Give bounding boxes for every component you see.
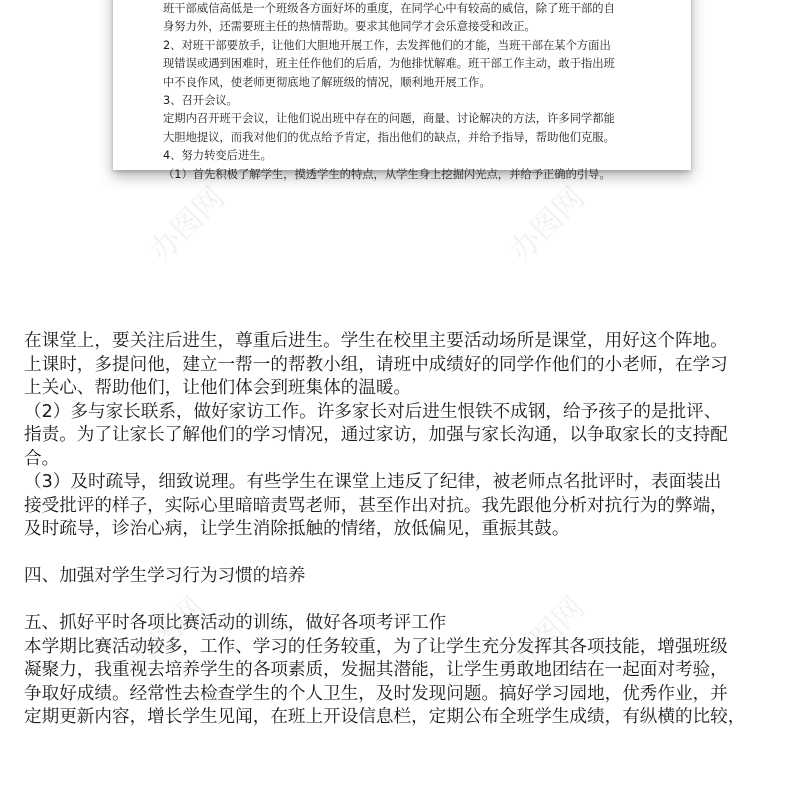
paragraph-line: 定期更新内容，增长学生见闻，在班上开设信息栏，定期公布全班学生成绩，有纵横的比较， — [24, 707, 746, 727]
doc-image-line: 定期内召开班干会议，让他们说出班中存在的问题，商量、讨论解决的方法，许多同学都能 — [163, 112, 615, 126]
watermark: 办图网 — [503, 180, 592, 269]
paragraph-line: 凝聚力，我重视去培养学生的各项素质，发掘其潜能，让学生勇敢地团结在一起面对考验， — [24, 660, 728, 680]
spacer — [24, 542, 784, 566]
paragraph-line: 本学期比赛活动较多，工作、学习的任务较重，为了让学生充分发挥其各项技能，增强班级 — [24, 636, 728, 657]
doc-image-line: （1）首先积极了解学生，摸透学生的特点，从学生身上挖掘闪光点，并给予正确的引导。 — [163, 167, 611, 181]
doc-image-line: 大胆地提议，而我对他们的优点给予肯定，指出他们的缺点，并给予指导，帮助他们克服。 — [163, 130, 615, 144]
document-image — [113, 0, 691, 181]
paragraph-line: （3）及时疏导，细致说理。有些学生在课堂上违反了纪律，被老师点名批评时，表面装出 — [24, 472, 722, 492]
doc-image-line: 4、努力转变后进生。 — [163, 149, 272, 163]
document-image-text — [163, 0, 683, 184]
doc-image-line: 中不良作风，使老师更彻底地了解班级的情况，顺利地开展工作。 — [163, 75, 491, 89]
paragraph-line: 在课堂上，要关注后进生，尊重后进生。学生在校里主要活动场所是课堂，用好这个阵地。 — [24, 331, 728, 351]
paragraph-line: 上课时，多提问他，建立一帮一的帮教小组，请班中成绩好的同学作他们的小老师，在学习 — [24, 354, 728, 375]
watermark: 办图网 — [143, 180, 232, 269]
watermark: 办图网 — [123, 590, 212, 679]
doc-image-line: 2、对班干部要放手，让他们大胆地开展工作，去发挥他们的才能，当班干部在某个方面出 — [163, 38, 611, 52]
doc-image-line: 班干部威信高低是一个班级各方面好坏的重度，在同学心中有较高的威信，除了班干部的自 — [163, 2, 615, 15]
document-body — [24, 330, 784, 730]
paragraph-line: 指责。为了让家长了解他们的学习情况，通过家访，加强与家长沟通，以争取家长的支持配 — [24, 425, 728, 445]
section-heading-five: 五、抓好平时各项比赛活动的训练，做好各项考评工作 — [24, 613, 447, 633]
watermark: 办图网 — [503, 590, 592, 679]
spacer — [24, 589, 784, 613]
paragraph-line: 及时疏导，诊治心病，让学生消除抵触的情绪，放低偏见，重振其鼓。 — [24, 519, 570, 539]
paragraph-line: 合。 — [24, 448, 60, 469]
paragraph-line: 接受批评的样子，实际心里暗暗责骂老师，甚至作出对抗。我先跟他分析对抗行为的弊端， — [24, 495, 728, 516]
section-heading-four: 四、加强对学生学习行为习惯的培养 — [24, 566, 306, 586]
doc-image-line: 3、召开会议。 — [163, 93, 238, 107]
paragraph-line: 争取好成绩。经常性去检查学生的个人卫生，及时发现问题。搞好学习园地，优秀作业，并 — [24, 683, 728, 704]
paragraph-line: （2）多与家长联系，做好家访工作。许多家长对后进生恨铁不成钢，给予孩子的是批评、 — [24, 401, 722, 422]
doc-image-line: 现错误或遇到困难时，班主任作他们的后盾，为他排忧解难。班干部工作主动，敢于指出班 — [163, 57, 615, 71]
doc-image-line: 身努力外，还需要班主任的热情帮助。要求其他同学才会乐意接受和改正。 — [163, 20, 536, 34]
paragraph-line: 上关心、帮助他们，让他们体会到班集体的温暖。 — [24, 378, 412, 398]
